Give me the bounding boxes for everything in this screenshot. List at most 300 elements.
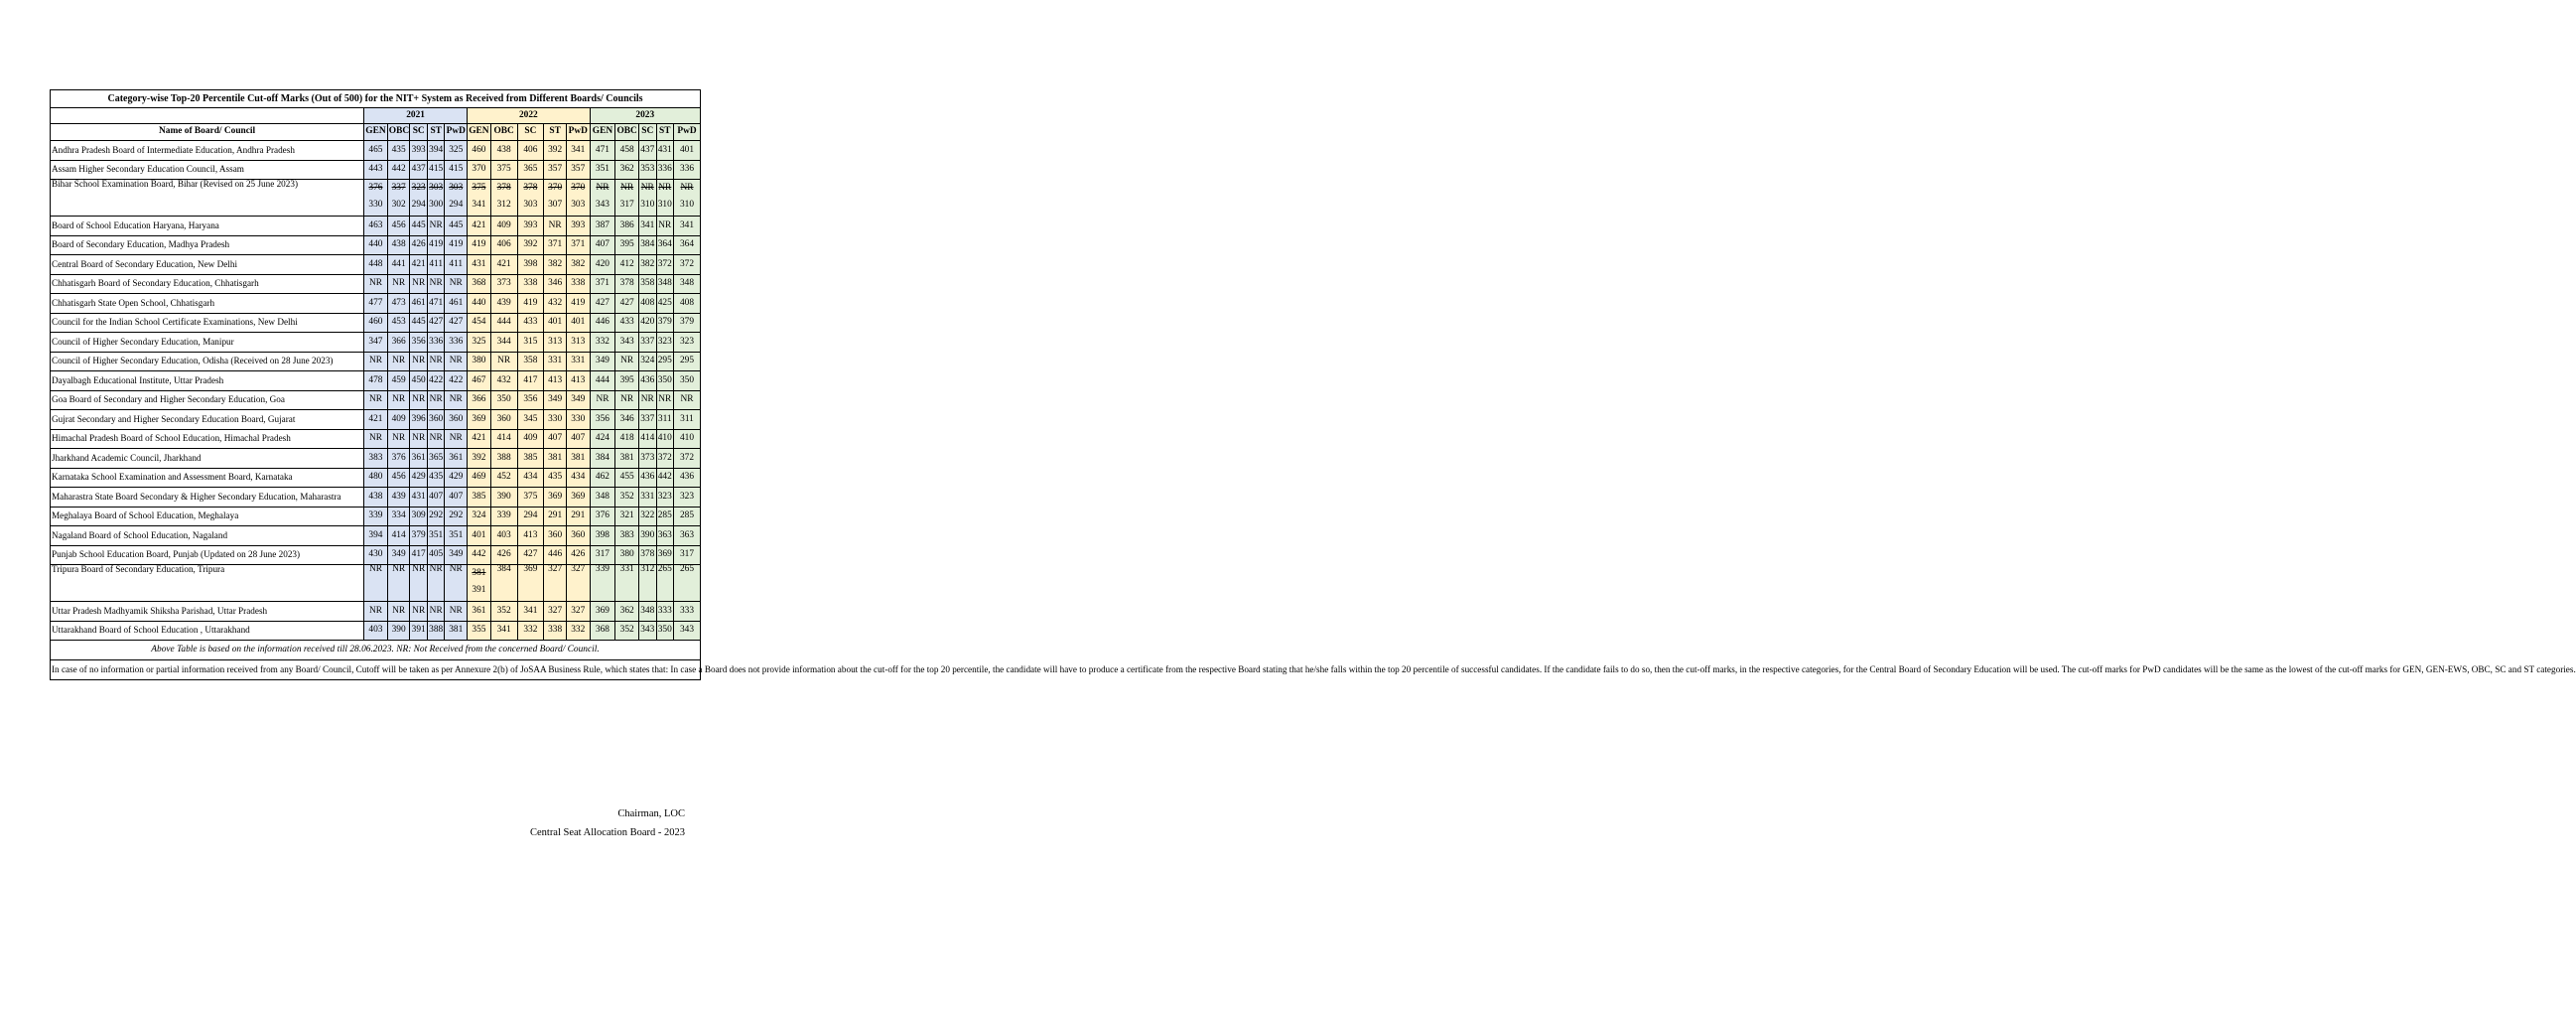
cutoff-cell: 439 xyxy=(387,488,410,508)
revised-value: 294 xyxy=(449,200,464,210)
cutoff-cell: 330 xyxy=(544,410,567,430)
cutoff-cell: 356 xyxy=(517,390,544,410)
cutoff-cell: 427 xyxy=(445,313,468,333)
category-header-st-2021: ST xyxy=(427,124,445,141)
cutoff-cell: 370 xyxy=(468,160,491,180)
cutoff-cell: 379 xyxy=(656,313,674,333)
table-row xyxy=(51,255,701,275)
cutoff-cell: 376 xyxy=(590,507,615,526)
category-header-sc-2023: SC xyxy=(639,124,657,141)
cutoff-cell: NR xyxy=(410,429,428,449)
cutoff-cell: 410 xyxy=(656,429,674,449)
cutoff-cell: NR xyxy=(445,565,468,602)
category-header-pwd-2022: PwD xyxy=(566,124,590,141)
cutoff-cell: 429 xyxy=(410,468,428,488)
cutoff-cell: 392 xyxy=(544,141,567,161)
cutoff-cell: 368 xyxy=(590,621,615,641)
superseded-value: NR xyxy=(658,183,672,193)
cutoff-cell: 324 xyxy=(468,507,491,526)
cutoff-cell: 395 xyxy=(615,371,639,391)
cutoff-cell: 443 xyxy=(364,160,388,180)
cutoff-cell: 401 xyxy=(566,313,590,333)
cutoff-cell: 355 xyxy=(468,621,491,641)
table-row xyxy=(51,160,701,180)
cutoff-cell: 358 xyxy=(639,274,657,294)
cutoff-cell: 432 xyxy=(544,294,567,314)
cutoff-cell: NR xyxy=(410,390,428,410)
cutoff-cell: 453 xyxy=(387,313,410,333)
revised-value: 294 xyxy=(411,200,426,210)
revised-value: 303 xyxy=(571,200,586,210)
cutoff-cell: 369 xyxy=(544,488,567,508)
table-row xyxy=(51,180,701,217)
cutoff-cell: 312 xyxy=(639,565,657,602)
cutoff-cell: 407 xyxy=(544,429,567,449)
board-name: Bihar School Examination Board, Bihar (Revised on 25 June 2023) xyxy=(51,180,364,217)
cutoff-cell: 323 xyxy=(674,488,701,508)
category-header-st-2022: ST xyxy=(544,124,567,141)
cutoff-cell: 317 xyxy=(590,545,615,565)
cutoff-cell: 407 xyxy=(566,429,590,449)
revised-value: 312 xyxy=(496,200,511,210)
cutoff-cell: 393 xyxy=(566,217,590,236)
board-name: Chhatisgarh State Open School, Chhatisgarh xyxy=(51,294,364,314)
cutoff-cell: 386 xyxy=(615,217,639,236)
table-row xyxy=(51,526,701,546)
cutoff-cell: 358 xyxy=(517,352,544,371)
cutoff-cell: 351 xyxy=(445,526,468,546)
cutoff-cell: 471 xyxy=(427,294,445,314)
cutoff-cell: 414 xyxy=(387,526,410,546)
cutoff-cell: 398 xyxy=(517,255,544,275)
table-row xyxy=(51,488,701,508)
cutoff-cell: 325 xyxy=(445,141,468,161)
cutoff-cell: NR xyxy=(544,217,567,236)
cutoff-cell: 313 xyxy=(544,333,567,353)
cutoff-cell: 446 xyxy=(544,545,567,565)
cutoff-cell: 343 xyxy=(615,333,639,353)
cutoff-cell: 336 xyxy=(445,333,468,353)
cutoff-cell: 349 xyxy=(566,390,590,410)
category-header-obc-2023: OBC xyxy=(615,124,639,141)
cutoff-cell: 337 xyxy=(639,333,657,353)
superseded-value: NR xyxy=(620,183,634,193)
cutoff-cell: 291 xyxy=(544,507,567,526)
table-row xyxy=(51,621,701,641)
cutoff-cell: 381 xyxy=(445,621,468,641)
cutoff-cell: 322 xyxy=(639,507,657,526)
cutoff-cell: 346 xyxy=(615,410,639,430)
cutoff-cell: 388 xyxy=(490,449,517,469)
cutoff-cell: 430 xyxy=(364,545,388,565)
cutoff-cell: 285 xyxy=(674,507,701,526)
cutoff-cell: 315 xyxy=(517,333,544,353)
cutoff-cell: 436 xyxy=(674,468,701,488)
cutoff-cell: 444 xyxy=(590,371,615,391)
cutoff-cell xyxy=(674,180,701,217)
superseded-value: 378 xyxy=(523,183,538,193)
table-row xyxy=(51,390,701,410)
cutoff-cell: 431 xyxy=(410,488,428,508)
category-header-gen-2021: GEN xyxy=(364,124,388,141)
cutoff-cell: 444 xyxy=(490,313,517,333)
cutoff-cell: 422 xyxy=(445,371,468,391)
cutoff-cell: 462 xyxy=(590,468,615,488)
cutoff-cell: 408 xyxy=(639,294,657,314)
cutoff-cell: 426 xyxy=(490,545,517,565)
cutoff-cell: 372 xyxy=(674,449,701,469)
cutoff-cell: 379 xyxy=(674,313,701,333)
cutoff-cell: 427 xyxy=(427,313,445,333)
cutoff-cell: 439 xyxy=(490,294,517,314)
cutoff-cell: 398 xyxy=(590,526,615,546)
cutoff-table xyxy=(50,89,2576,680)
cutoff-cell: 388 xyxy=(427,621,445,641)
cutoff-cell: 343 xyxy=(674,621,701,641)
cutoff-cell: 414 xyxy=(639,429,657,449)
cutoff-cell: 419 xyxy=(445,235,468,255)
cutoff-cell: NR xyxy=(427,352,445,371)
cutoff-cell: 351 xyxy=(427,526,445,546)
cutoff-document xyxy=(50,89,2576,680)
cutoff-cell: 334 xyxy=(387,507,410,526)
cutoff-cell: NR xyxy=(427,274,445,294)
cutoff-cell: 371 xyxy=(590,274,615,294)
board-name: Meghalaya Board of School Education, Meghalaya xyxy=(51,507,364,526)
signature-block xyxy=(530,804,685,842)
cutoff-cell xyxy=(445,180,468,217)
cutoff-cell: 442 xyxy=(387,160,410,180)
cutoff-cell: 339 xyxy=(590,565,615,602)
cutoff-cell: 393 xyxy=(410,141,428,161)
table-row xyxy=(51,468,701,488)
cutoff-cell: 380 xyxy=(615,545,639,565)
cutoff-cell: 431 xyxy=(656,141,674,161)
cutoff-cell: 387 xyxy=(590,217,615,236)
cutoff-cell: 348 xyxy=(674,274,701,294)
cutoff-cell xyxy=(364,180,388,217)
table-row xyxy=(51,235,701,255)
cutoff-cell: 360 xyxy=(427,410,445,430)
cutoff-cell: NR xyxy=(445,352,468,371)
cutoff-cell: 382 xyxy=(639,255,657,275)
cutoff-cell: 327 xyxy=(544,565,567,602)
cutoff-cell: 381 xyxy=(615,449,639,469)
cutoff-cell: NR xyxy=(490,352,517,371)
cutoff-cell: 352 xyxy=(615,488,639,508)
cutoff-cell: 351 xyxy=(590,160,615,180)
cutoff-cell: 390 xyxy=(639,526,657,546)
cutoff-cell: 333 xyxy=(674,602,701,622)
cutoff-cell: 440 xyxy=(468,294,491,314)
cutoff-cell: 384 xyxy=(590,449,615,469)
cutoff-cell: 381 xyxy=(544,449,567,469)
cutoff-cell: 336 xyxy=(656,160,674,180)
cutoff-cell: 460 xyxy=(364,313,388,333)
board-name: Council of Higher Secondary Education, Manipur xyxy=(51,333,364,353)
cutoff-cell: 415 xyxy=(445,160,468,180)
cutoff-cell: 369 xyxy=(517,565,544,602)
cutoff-cell: 440 xyxy=(364,235,388,255)
board-name: Karnataka School Examination and Assessment Board, Karnataka xyxy=(51,468,364,488)
cutoff-cell: 473 xyxy=(387,294,410,314)
superseded-value: NR xyxy=(640,183,654,193)
cutoff-cell: 324 xyxy=(639,352,657,371)
cutoff-cell: 419 xyxy=(517,294,544,314)
cutoff-cell: 332 xyxy=(590,333,615,353)
category-header-st-2023: ST xyxy=(656,124,674,141)
cutoff-cell: 382 xyxy=(544,255,567,275)
table-title: Category-wise Top-20 Percentile Cut-off Marks (Out of 500) for the NIT+ System as Received from Different Boards/ Councils xyxy=(51,90,701,108)
cutoff-cell: 371 xyxy=(566,235,590,255)
cutoff-cell: NR xyxy=(445,274,468,294)
cutoff-cell: 332 xyxy=(566,621,590,641)
cutoff-cell: 442 xyxy=(468,545,491,565)
cutoff-cell: 352 xyxy=(615,621,639,641)
cutoff-cell: 379 xyxy=(410,526,428,546)
category-header-gen-2023: GEN xyxy=(590,124,615,141)
cutoff-cell: 350 xyxy=(490,390,517,410)
table-row xyxy=(51,371,701,391)
cutoff-cell: 325 xyxy=(468,333,491,353)
cutoff-cell: 362 xyxy=(615,160,639,180)
board-name: Andhra Pradesh Board of Intermediate Education, Andhra Pradesh xyxy=(51,141,364,161)
cutoff-cell: 339 xyxy=(490,507,517,526)
cutoff-cell: 409 xyxy=(517,429,544,449)
cutoff-cell: 323 xyxy=(656,488,674,508)
cutoff-cell: 364 xyxy=(656,235,674,255)
cutoff-cell: 394 xyxy=(364,526,388,546)
category-header-obc-2022: OBC xyxy=(490,124,517,141)
cutoff-cell: 452 xyxy=(490,468,517,488)
cutoff-cell: NR xyxy=(445,602,468,622)
cutoff-cell xyxy=(517,180,544,217)
cutoff-cell: 454 xyxy=(468,313,491,333)
board-name: Himachal Pradesh Board of School Education, Himachal Pradesh xyxy=(51,429,364,449)
table-row xyxy=(51,274,701,294)
cutoff-cell: NR xyxy=(410,565,428,602)
category-header-gen-2022: GEN xyxy=(468,124,491,141)
cutoff-cell: 361 xyxy=(410,449,428,469)
cutoff-cell: 338 xyxy=(517,274,544,294)
cutoff-cell xyxy=(410,180,428,217)
cutoff-cell: 384 xyxy=(490,565,517,602)
annexure-note: In case of no information or partial information received from any Board/ Council, Cutoff will be taken as per Annexure 2(b) of JoSAA Business Rule, which states that: In case a Board does not provide information about the cut-off for the top 20 percentile, the candidate will have to produce a certificate from the respective Board stating that he/she falls within the top 20 percentile of successful candidates. If the candidate fails to do so, then the cut-off marks, in the respective categories, for the Central Board of Secondary Education will be used. The cut-off marks for PwD candidates will be the same as the lowest of the cut-off marks for GEN, GEN-EWS, OBC, SC and ST categories. xyxy=(51,659,701,679)
cutoff-cell: 471 xyxy=(590,141,615,161)
cutoff-cell: 446 xyxy=(590,313,615,333)
cutoff-cell: 456 xyxy=(387,468,410,488)
cutoff-cell: 376 xyxy=(387,449,410,469)
category-header-sc-2021: SC xyxy=(410,124,428,141)
cutoff-cell: 425 xyxy=(656,294,674,314)
cutoff-cell: 294 xyxy=(517,507,544,526)
revised-value: 330 xyxy=(368,200,383,210)
superseded-value: NR xyxy=(680,183,694,193)
cutoff-cell: 360 xyxy=(490,410,517,430)
cutoff-cell: NR xyxy=(387,390,410,410)
cutoff-cell: 360 xyxy=(445,410,468,430)
cutoff-cell: 363 xyxy=(674,526,701,546)
cutoff-cell: 321 xyxy=(615,507,639,526)
category-header-sc-2022: SC xyxy=(517,124,544,141)
cutoff-cell: NR xyxy=(656,390,674,410)
cutoff-cell: 390 xyxy=(387,621,410,641)
cutoff-cell: 414 xyxy=(490,429,517,449)
cutoff-cell: 360 xyxy=(566,526,590,546)
revised-value: 302 xyxy=(391,200,406,210)
cutoff-cell: NR xyxy=(410,274,428,294)
cutoff-cell: 432 xyxy=(490,371,517,391)
cutoff-cell: 313 xyxy=(566,333,590,353)
cutoff-cell: 365 xyxy=(517,160,544,180)
cutoff-cell: 311 xyxy=(674,410,701,430)
cutoff-cell: NR xyxy=(427,217,445,236)
superseded-value: 375 xyxy=(472,183,486,193)
cutoff-cell: 445 xyxy=(410,217,428,236)
cutoff-cell: 422 xyxy=(427,371,445,391)
cutoff-cell: NR xyxy=(615,352,639,371)
cutoff-cell: NR xyxy=(445,390,468,410)
cutoff-cell: 427 xyxy=(615,294,639,314)
cutoff-cell: 478 xyxy=(364,371,388,391)
cutoff-cell: 339 xyxy=(364,507,388,526)
cutoff-cell: 448 xyxy=(364,255,388,275)
board-name: Tripura Board of Secondary Education, Tripura xyxy=(51,565,364,602)
cutoff-cell: NR xyxy=(445,429,468,449)
cutoff-cell: 415 xyxy=(427,160,445,180)
cutoff-cell: 341 xyxy=(566,141,590,161)
year-2023-header: 2023 xyxy=(590,108,700,124)
cutoff-cell: 341 xyxy=(490,621,517,641)
cutoff-cell: 356 xyxy=(590,410,615,430)
cutoff-cell: 353 xyxy=(639,160,657,180)
cutoff-cell: 461 xyxy=(410,294,428,314)
revised-value: 310 xyxy=(657,200,672,210)
cutoff-cell: 373 xyxy=(490,274,517,294)
cutoff-cell: 368 xyxy=(468,274,491,294)
cutoff-cell: 331 xyxy=(639,488,657,508)
cutoff-cell: 435 xyxy=(387,141,410,161)
table-footnote: Above Table is based on the information received till 28.06.2023. NR: Not Received from the concerned Board/ Council. xyxy=(51,641,701,660)
table-row xyxy=(51,313,701,333)
board-name: Council for the Indian School Certificate Examinations, New Delhi xyxy=(51,313,364,333)
cutoff-cell: 401 xyxy=(468,526,491,546)
cutoff-cell: 372 xyxy=(656,449,674,469)
cutoff-cell: 436 xyxy=(639,371,657,391)
board-name: Uttar Pradesh Madhyamik Shiksha Parishad, Uttar Pradesh xyxy=(51,602,364,622)
board-name: Board of School Education Haryana, Haryana xyxy=(51,217,364,236)
cutoff-cell: 352 xyxy=(490,602,517,622)
cutoff-cell: 419 xyxy=(468,235,491,255)
cutoff-cell xyxy=(639,180,657,217)
cutoff-cell: 344 xyxy=(490,333,517,353)
cutoff-cell: 369 xyxy=(468,410,491,430)
cutoff-cell: NR xyxy=(410,602,428,622)
blank-corner xyxy=(51,108,364,124)
cutoff-cell: 363 xyxy=(656,526,674,546)
board-name: Jharkhand Academic Council, Jharkhand xyxy=(51,449,364,469)
cutoff-cell: 409 xyxy=(490,217,517,236)
cutoff-cell xyxy=(468,180,491,217)
cutoff-cell: 418 xyxy=(615,429,639,449)
cutoff-cell: 450 xyxy=(410,371,428,391)
cutoff-cell: 331 xyxy=(566,352,590,371)
cutoff-cell: 406 xyxy=(490,235,517,255)
cutoff-cell: 323 xyxy=(656,333,674,353)
cutoff-cell: 442 xyxy=(656,468,674,488)
cutoff-cell: 433 xyxy=(517,313,544,333)
cutoff-cell: NR xyxy=(364,602,388,622)
table-row xyxy=(51,602,701,622)
cutoff-cell: 361 xyxy=(468,602,491,622)
cutoff-cell: 438 xyxy=(490,141,517,161)
cutoff-cell: 413 xyxy=(544,371,567,391)
superseded-value: 303 xyxy=(429,183,444,193)
cutoff-cell: 371 xyxy=(544,235,567,255)
cutoff-cell: 369 xyxy=(566,488,590,508)
board-name: Board of Secondary Education, Madhya Pradesh xyxy=(51,235,364,255)
cutoff-cell: 292 xyxy=(427,507,445,526)
cutoff-cell: 361 xyxy=(445,449,468,469)
cutoff-cell xyxy=(490,180,517,217)
cutoff-cell: 411 xyxy=(427,255,445,275)
cutoff-cell: 441 xyxy=(387,255,410,275)
cutoff-cell: 347 xyxy=(364,333,388,353)
cutoff-cell: 421 xyxy=(364,410,388,430)
table-row xyxy=(51,141,701,161)
cutoff-cell: 445 xyxy=(445,217,468,236)
board-name: Nagaland Board of School Education, Nagaland xyxy=(51,526,364,546)
revised-value: 317 xyxy=(619,200,634,210)
cutoff-cell: 331 xyxy=(544,352,567,371)
cutoff-cell: 382 xyxy=(566,255,590,275)
cutoff-cell: 411 xyxy=(445,255,468,275)
cutoff-cell xyxy=(656,180,674,217)
cutoff-cell: 295 xyxy=(674,352,701,371)
cutoff-cell: 350 xyxy=(656,371,674,391)
cutoff-cell: 421 xyxy=(490,255,517,275)
revised-value: 310 xyxy=(679,200,695,210)
cutoff-cell: 458 xyxy=(615,141,639,161)
cutoff-cell: 403 xyxy=(364,621,388,641)
cutoff-cell: 375 xyxy=(490,160,517,180)
cutoff-cell: 350 xyxy=(656,621,674,641)
category-header-pwd-2021: PwD xyxy=(445,124,468,141)
cutoff-cell: NR xyxy=(427,602,445,622)
cutoff-cell xyxy=(468,565,491,602)
cutoff-cell: 333 xyxy=(656,602,674,622)
cutoff-cell: 360 xyxy=(544,526,567,546)
revised-value: 341 xyxy=(472,200,486,210)
cutoff-cell: 424 xyxy=(590,429,615,449)
cutoff-cell: 385 xyxy=(517,449,544,469)
cutoff-cell: 338 xyxy=(544,621,567,641)
board-name: Uttarakhand Board of School Education , Uttarakhand xyxy=(51,621,364,641)
cutoff-cell: 426 xyxy=(566,545,590,565)
superseded-value: NR xyxy=(596,183,610,193)
cutoff-cell: 381 xyxy=(566,449,590,469)
cutoff-cell: 395 xyxy=(615,235,639,255)
revised-value: 307 xyxy=(548,200,563,210)
table-row xyxy=(51,410,701,430)
board-name: Punjab School Education Board, Punjab (Updated on 28 June 2023) xyxy=(51,545,364,565)
table-row xyxy=(51,217,701,236)
cutoff-cell: 413 xyxy=(517,526,544,546)
superseded-value: 378 xyxy=(496,183,511,193)
cutoff-cell: 357 xyxy=(566,160,590,180)
cutoff-cell: 292 xyxy=(445,507,468,526)
cutoff-cell: 455 xyxy=(615,468,639,488)
